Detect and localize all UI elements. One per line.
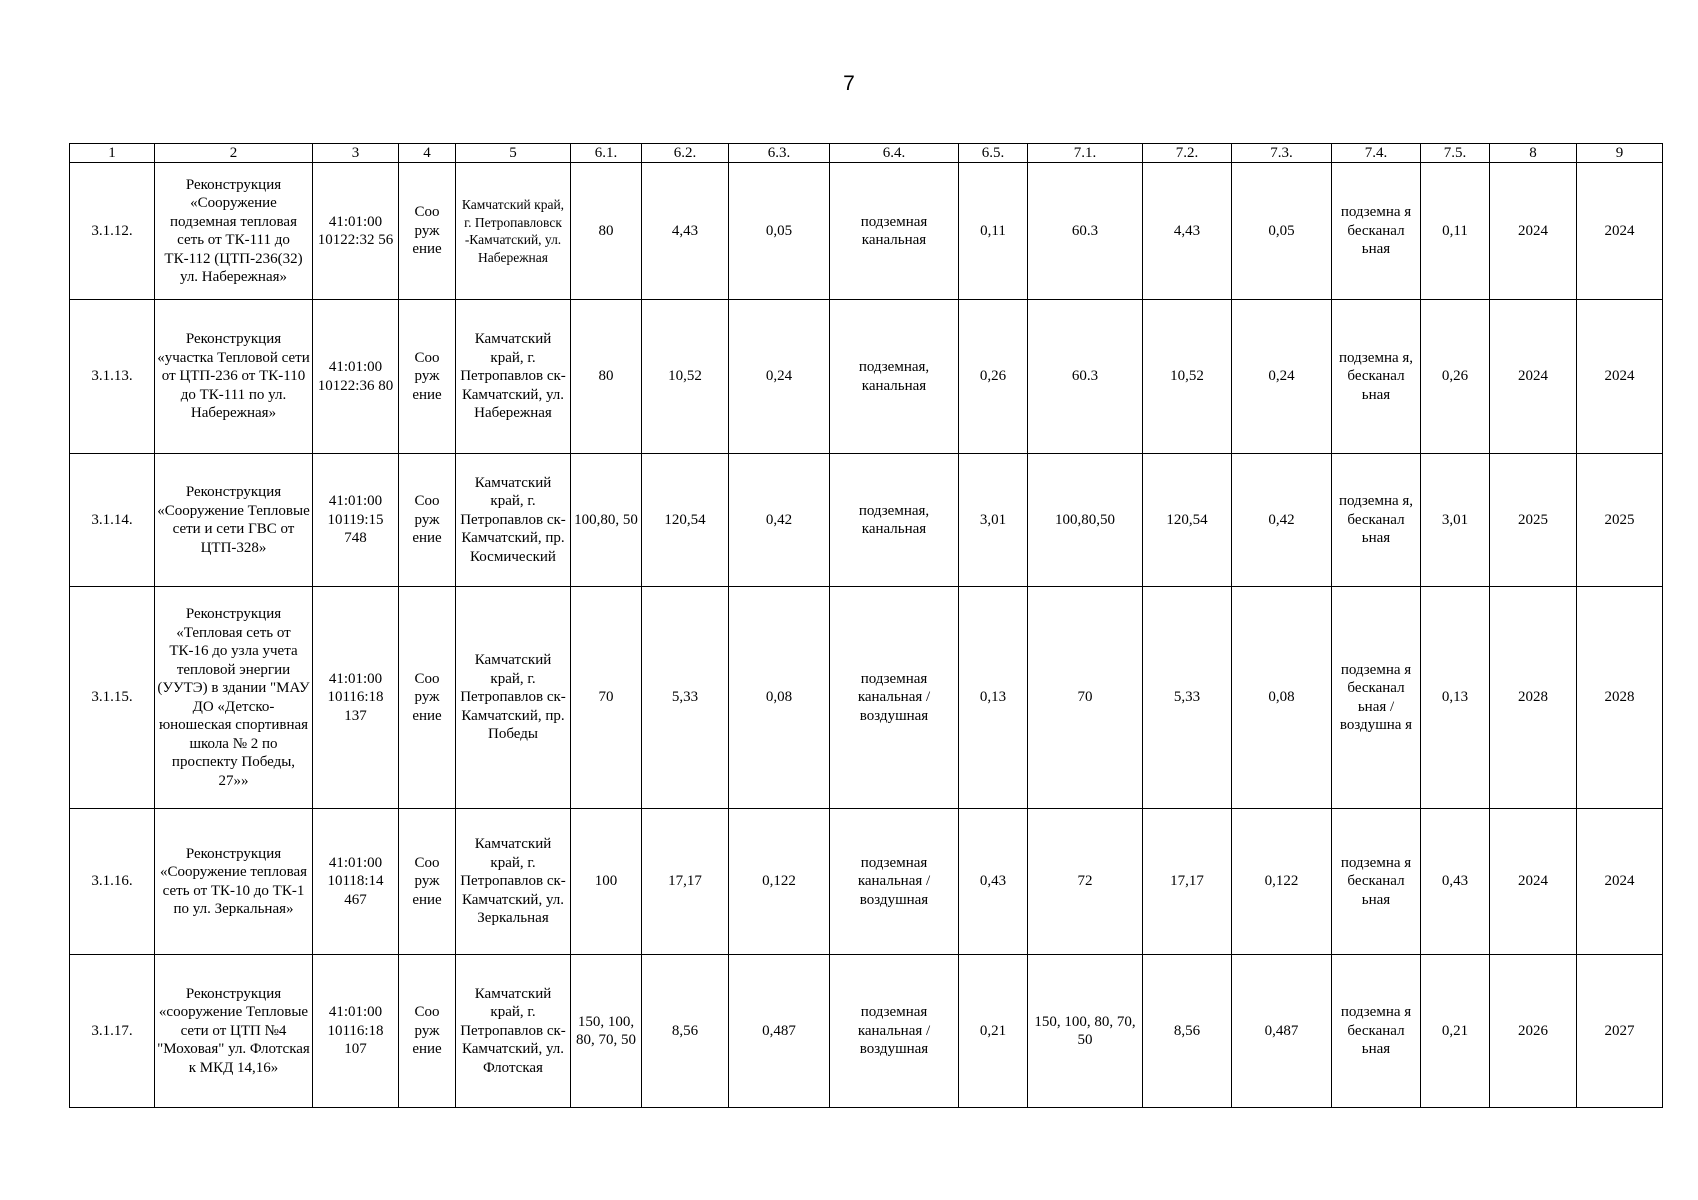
cell-cadastral-number: 41:01:00 10119:15 748 [313, 454, 399, 587]
cell-length-before: 8,56 [642, 955, 729, 1108]
cell-diameter-before: 70 [571, 587, 642, 809]
cell-area-before: 0,487 [729, 955, 830, 1108]
cell-diameter-before: 150, 100, 80, 70, 50 [571, 955, 642, 1108]
cell-laying-method-before: подземная канальная / воздушная [830, 955, 959, 1108]
cell-laying-method-before: подземная канальная / воздушная [830, 809, 959, 955]
header-cell: 8 [1490, 144, 1577, 163]
cell-laying-method-after: подземна я бесканал ьная [1332, 163, 1421, 300]
cell-cadastral-number: 41:01:00 10116:18 107 [313, 955, 399, 1108]
cell-end-year: 2024 [1577, 300, 1663, 454]
cell-row-number: 3.1.14. [70, 454, 155, 587]
cell-row-number: 3.1.17. [70, 955, 155, 1108]
header-cell: 6.2. [642, 144, 729, 163]
cell-laying-method-after: подземна я бесканал ьная / воздушна я [1332, 587, 1421, 809]
cell-diameter-before: 100 [571, 809, 642, 955]
header-cell: 5 [456, 144, 571, 163]
cell-object-name: Реконструкция «Сооружение тепловая сеть от ТК-10 до ТК-1 по ул. Зеркальная» [155, 809, 313, 955]
cell-row-number: 3.1.12. [70, 163, 155, 300]
header-cell: 4 [399, 144, 456, 163]
cell-volume-after: 0,26 [1421, 300, 1490, 454]
cell-cadastral-number: 41:01:00 10122:32 56 [313, 163, 399, 300]
header-cell: 6.3. [729, 144, 830, 163]
cell-volume-after: 0,13 [1421, 587, 1490, 809]
cell-start-year: 2025 [1490, 454, 1577, 587]
cell-area-after: 0,05 [1232, 163, 1332, 300]
cell-area-after: 0,42 [1232, 454, 1332, 587]
cell-diameter-before: 100,80, 50 [571, 454, 642, 587]
cell-address: Камчатский край, г. Петропавлов ск-Камчатский, ул. Зеркальная [456, 809, 571, 955]
cell-diameter-before: 80 [571, 300, 642, 454]
cell-volume-before: 0,11 [959, 163, 1028, 300]
cell-laying-method-before: подземная, канальная [830, 454, 959, 587]
cell-row-number: 3.1.15. [70, 587, 155, 809]
cell-diameter-after: 60.3 [1028, 300, 1143, 454]
cell-object-name: Реконструкция «Сооружение подземная тепловая сеть от ТК-111 до ТК-112 (ЦТП-236(32) ул. Набережная» [155, 163, 313, 300]
cell-volume-after: 0,11 [1421, 163, 1490, 300]
header-cell: 3 [313, 144, 399, 163]
cell-laying-method-before: подземная, канальная [830, 300, 959, 454]
header-cell: 7.5. [1421, 144, 1490, 163]
cell-area-before: 0,122 [729, 809, 830, 955]
cell-start-year: 2024 [1490, 163, 1577, 300]
table-row [70, 587, 1663, 809]
cell-length-after: 10,52 [1143, 300, 1232, 454]
cell-object-name: Реконструкция «Тепловая сеть от ТК-16 до узла учета тепловой энергии (УУТЭ) в здании "МАУ ДО «Детско-юношеская спортивная школа № 2 по проспекту Победы, 27»» [155, 587, 313, 809]
cell-end-year: 2027 [1577, 955, 1663, 1108]
cell-object-type: Соо руж ение [399, 587, 456, 809]
header-cell: 9 [1577, 144, 1663, 163]
cell-volume-before: 0,26 [959, 300, 1028, 454]
reconstruction-table [69, 143, 1663, 1108]
cell-volume-after: 3,01 [1421, 454, 1490, 587]
cell-length-before: 17,17 [642, 809, 729, 955]
header-cell: 6.4. [830, 144, 959, 163]
cell-length-before: 5,33 [642, 587, 729, 809]
cell-volume-before: 0,43 [959, 809, 1028, 955]
cell-laying-method-before: подземная канальная [830, 163, 959, 300]
cell-diameter-after: 60.3 [1028, 163, 1143, 300]
page-number: 7 [843, 72, 855, 95]
cell-cadastral-number: 41:01:00 10122:36 80 [313, 300, 399, 454]
cell-start-year: 2026 [1490, 955, 1577, 1108]
cell-diameter-after: 72 [1028, 809, 1143, 955]
header-cell: 7.4. [1332, 144, 1421, 163]
cell-object-name: Реконструкция «Сооружение Тепловые сети и сети ГВС от ЦТП-328» [155, 454, 313, 587]
cell-laying-method-after: подземна я бесканал ьная [1332, 809, 1421, 955]
cell-address: Камчатский край, г. Петропавлов ск-Камчатский, ул. Набережная [456, 300, 571, 454]
cell-end-year: 2028 [1577, 587, 1663, 809]
table-row [70, 300, 1663, 454]
header-cell: 1 [70, 144, 155, 163]
cell-object-name: Реконструкция «сооружение Тепловые сети от ЦТП №4 "Моховая" ул. Флотская к МКД 14,16» [155, 955, 313, 1108]
header-cell: 7.2. [1143, 144, 1232, 163]
cell-object-type: Соо руж ение [399, 809, 456, 955]
cell-cadastral-number: 41:01:00 10116:18 137 [313, 587, 399, 809]
cell-diameter-after: 70 [1028, 587, 1143, 809]
cell-object-type: Соо руж ение [399, 955, 456, 1108]
cell-volume-before: 3,01 [959, 454, 1028, 587]
cell-volume-after: 0,21 [1421, 955, 1490, 1108]
header-cell: 6.1. [571, 144, 642, 163]
cell-laying-method-after: подземна я, бесканал ьная [1332, 300, 1421, 454]
cell-length-after: 5,33 [1143, 587, 1232, 809]
cell-object-name: Реконструкция «участка Тепловой сети от ЦТП-236 от ТК-110 до ТК-111 по ул. Набережная» [155, 300, 313, 454]
cell-laying-method-after: подземна я бесканал ьная [1332, 955, 1421, 1108]
cell-length-after: 17,17 [1143, 809, 1232, 955]
cell-diameter-before: 80 [571, 163, 642, 300]
header-cell: 7.3. [1232, 144, 1332, 163]
cell-address: Камчатский край, г. Петропавлов ск-Камчатский, пр. Победы [456, 587, 571, 809]
cell-object-type: Соо руж ение [399, 300, 456, 454]
cell-length-after: 8,56 [1143, 955, 1232, 1108]
cell-area-before: 0,42 [729, 454, 830, 587]
cell-row-number: 3.1.13. [70, 300, 155, 454]
cell-object-type: Соо руж ение [399, 454, 456, 587]
header-cell: 6.5. [959, 144, 1028, 163]
cell-address: Камчатский край, г. Петропавлов ск-Камчатский, пр. Космический [456, 454, 571, 587]
cell-area-after: 0,487 [1232, 955, 1332, 1108]
cell-end-year: 2025 [1577, 454, 1663, 587]
cell-area-before: 0,08 [729, 587, 830, 809]
cell-area-after: 0,24 [1232, 300, 1332, 454]
cell-object-type: Соо руж ение [399, 163, 456, 300]
cell-length-before: 120,54 [642, 454, 729, 587]
cell-end-year: 2024 [1577, 809, 1663, 955]
cell-area-before: 0,05 [729, 163, 830, 300]
table-row [70, 454, 1663, 587]
table-row [70, 809, 1663, 955]
cell-volume-before: 0,21 [959, 955, 1028, 1108]
cell-area-before: 0,24 [729, 300, 830, 454]
cell-length-before: 10,52 [642, 300, 729, 454]
cell-length-after: 4,43 [1143, 163, 1232, 300]
cell-diameter-after: 100,80,50 [1028, 454, 1143, 587]
header-cell: 7.1. [1028, 144, 1143, 163]
cell-length-before: 4,43 [642, 163, 729, 300]
cell-row-number: 3.1.16. [70, 809, 155, 955]
header-cell: 2 [155, 144, 313, 163]
cell-address: Камчатский край, г. Петропавлов ск-Камчатский, ул. Флотская [456, 955, 571, 1108]
cell-area-after: 0,122 [1232, 809, 1332, 955]
cell-laying-method-before: подземная канальная / воздушная [830, 587, 959, 809]
cell-cadastral-number: 41:01:00 10118:14 467 [313, 809, 399, 955]
table-row [70, 955, 1663, 1108]
cell-volume-before: 0,13 [959, 587, 1028, 809]
cell-start-year: 2024 [1490, 300, 1577, 454]
cell-end-year: 2024 [1577, 163, 1663, 300]
cell-start-year: 2024 [1490, 809, 1577, 955]
cell-address: Камчатский край, г. Петропавловск -Камчатский, ул. Набережная [456, 163, 571, 300]
cell-volume-after: 0,43 [1421, 809, 1490, 955]
cell-laying-method-after: подземна я, бесканал ьная [1332, 454, 1421, 587]
cell-start-year: 2028 [1490, 587, 1577, 809]
cell-area-after: 0,08 [1232, 587, 1332, 809]
cell-length-after: 120,54 [1143, 454, 1232, 587]
cell-diameter-after: 150, 100, 80, 70, 50 [1028, 955, 1143, 1108]
header-row [70, 144, 1663, 163]
table-row [70, 163, 1663, 300]
